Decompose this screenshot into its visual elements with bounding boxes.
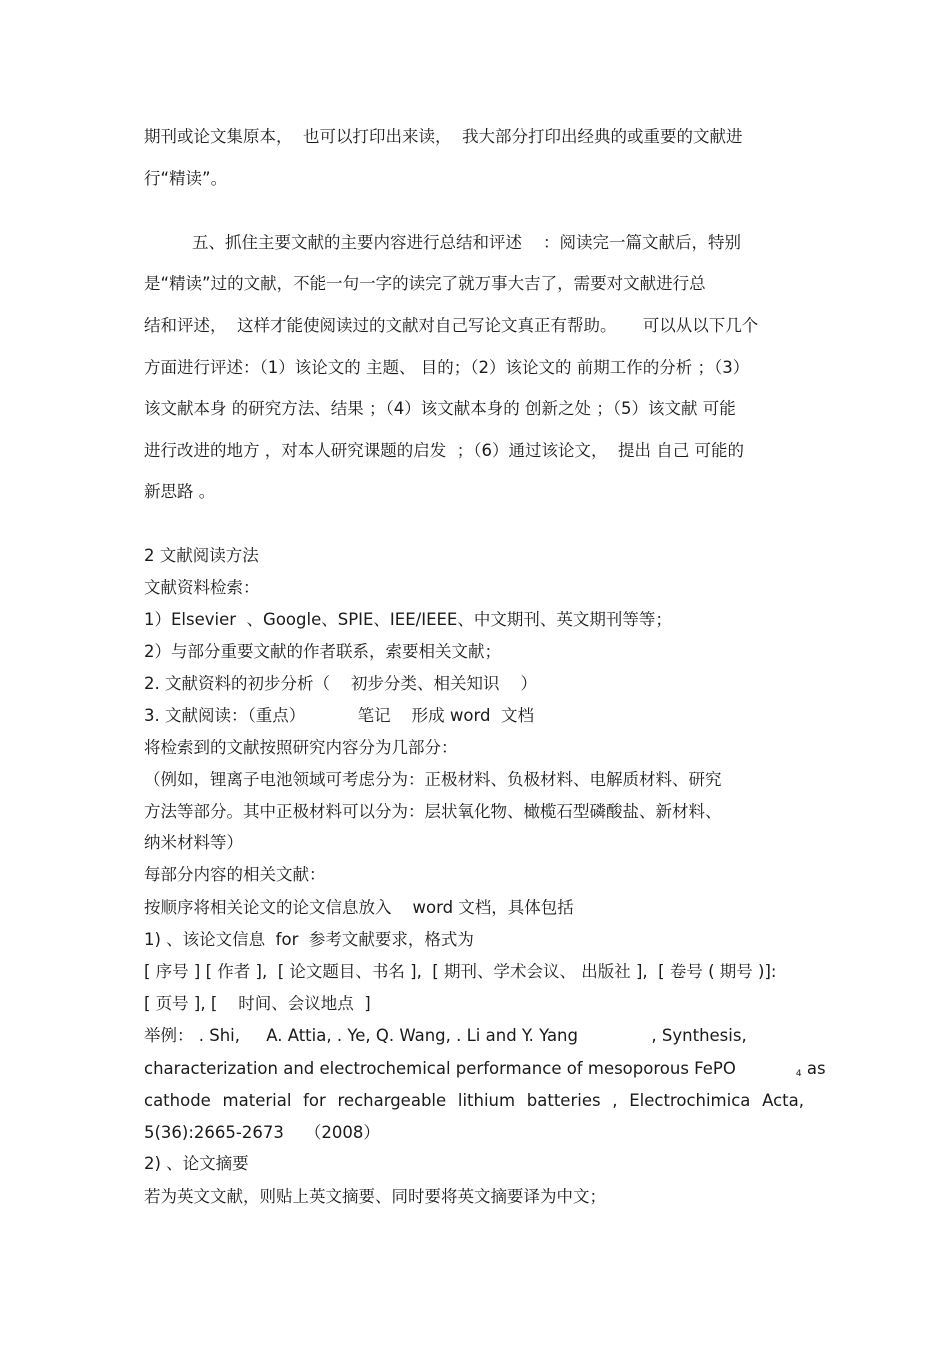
text-line: 每部分内容的相关文献：	[144, 865, 326, 884]
text-line: 2. 文献资料的初步分析（ 初步分类、相关知识 ）	[144, 674, 537, 693]
section-2-heading: 2 文献阅读方法	[144, 546, 259, 565]
text-line: 该文献本身 的研究方法、结果 ；（4）该文献本身的 创新之处 ；（5）该文献 可能	[144, 399, 736, 418]
text-line: 是“精读”过的文献，不能一句一字的读完了就万事大吉了，需要对文献进行总	[144, 274, 706, 293]
text-line: 方法等部分。其中正极材料可以分为：层状氧化物、橄榄石型磷酸盐、新材料、	[144, 802, 722, 821]
text-line: [ 页号 ], [ 时间、会议地点 ]	[144, 994, 371, 1013]
subscript: 4	[795, 1069, 802, 1079]
text-line: 结和评述， 这样才能使阅读过的文献对自己写论文真正有帮助。 可以从以下几个	[144, 316, 759, 335]
text-line: 2）与部分重要文献的作者联系，索要相关文献；	[144, 642, 501, 661]
example-line	[144, 1058, 826, 1085]
text-line: 按顺序将相关论文的论文信息放入 word 文档，具体包括	[144, 898, 574, 917]
text-line: 将检索到的文献按照研究内容分为几部分：	[144, 738, 458, 757]
text-line: 文献资料检索：	[144, 578, 260, 597]
text-line: 新思路 。	[144, 482, 216, 501]
text-line: （例如，锂离子电池领域可考虑分为：正极材料、负极材料、电解质材料、研究	[144, 770, 722, 789]
text-line: 方面进行评述：（1）该论文的 主题、 目的；（2）该论文的 前期工作的分析 ；（3）	[144, 358, 750, 377]
text-line: 行“精读”。	[144, 169, 228, 188]
text-line: 期刊或论文集原本， 也可以打印出来读， 我大部分打印出经典的或重要的文献进	[144, 127, 743, 146]
example-line: 举例： . Shi, A. Attia, . Ye, Q. Wang, . Li and Y. Yang , Synthesis,	[144, 1026, 747, 1045]
example-line: 5(36):2665-2673 （2008）	[144, 1123, 380, 1142]
example-text: characterization and electrochemical performance of mesoporous FePO	[144, 1059, 736, 1078]
section-five-heading: 五、抓住主要文献的主要内容进行总结和评述 ：阅读完一篇文献后，特别	[192, 233, 741, 252]
text-line: [ 序号 ] [ 作者 ], [ 论文题目、书名 ], [ 期刊、学术会议、 出版社 ], [ 卷号 ( 期号 )]:	[144, 962, 777, 981]
example-line: cathode material for rechargeable lithium batteries , Electrochimica Acta,	[144, 1091, 804, 1110]
text-line: 3. 文献阅读：（重点） 笔记 形成 word 文档	[144, 706, 534, 725]
text-line: 1）Elsevier 、Google、SPIE、IEE/IEEE、中文期刊、英文期刊等等；	[144, 610, 672, 629]
text-line: 1) 、该论文信息 for 参考文献要求，格式为	[144, 930, 474, 949]
text-line: 2) 、论文摘要	[144, 1154, 249, 1173]
text-line: 进行改进的地方 ，对本人研究课题的启发 ；（6）通过该论文， 提出 自己 可能的	[144, 441, 744, 460]
text-line: 若为英文文献，则贴上英文摘要、同时要将英文摘要译为中文；	[144, 1187, 606, 1206]
text-line: 纳米材料等）	[144, 833, 243, 852]
example-text: as	[806, 1059, 826, 1078]
